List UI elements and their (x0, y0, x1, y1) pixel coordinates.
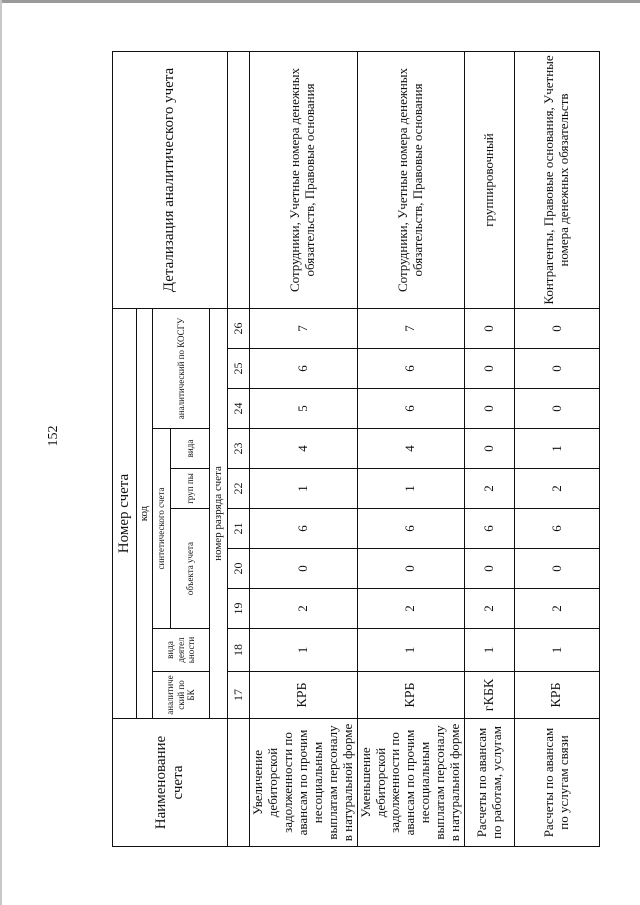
cell-analytical-budget: КРБ (515, 672, 600, 719)
cell-digit-19: 2 (357, 589, 465, 629)
cell-digit-25: 6 (250, 349, 358, 389)
cell-analytical-budget: гКБК (465, 672, 515, 719)
header-detail: Детализация аналитического учета (113, 52, 228, 309)
cell-digit-24: 6 (357, 389, 465, 429)
row-detail: группировочный (465, 52, 515, 309)
header-account-name: Наименование счета (113, 719, 228, 847)
cell-activity-type: 1 (250, 629, 358, 672)
cell-digit-23: 4 (357, 429, 465, 469)
table-row (250, 52, 358, 847)
column-number-blank (228, 52, 250, 309)
row-account-name: Расчеты по авансам по работам, услугам (465, 719, 515, 847)
column-number: 26 (228, 309, 250, 349)
table-row (465, 52, 515, 847)
cell-digit-24: 0 (465, 389, 515, 429)
row-detail: Сотрудники, Учетные номера денежных обязательств, Правовые основания (250, 52, 358, 309)
cell-digit-22: 2 (515, 469, 600, 509)
cell-digit-20: 0 (515, 549, 600, 589)
cell-digit-22: 1 (250, 469, 358, 509)
cell-digit-24: 0 (515, 389, 600, 429)
column-number: 25 (228, 349, 250, 389)
column-number: 17 (228, 672, 250, 719)
header-account-number: Номер счета (113, 309, 137, 719)
table-row (515, 52, 600, 847)
cell-analytical-budget: КРБ (357, 672, 465, 719)
column-numbers-row (228, 52, 250, 847)
cell-digit-20: 0 (465, 549, 515, 589)
column-number: 19 (228, 589, 250, 629)
column-number-blank (228, 719, 250, 847)
cell-digit-25: 0 (515, 349, 600, 389)
header-account-object: объекта учета (171, 509, 210, 629)
header-group: груп пы (171, 469, 210, 509)
rotated-table-container (112, 52, 584, 847)
cell-digit-23: 0 (465, 429, 515, 469)
cell-digit-26: 0 (515, 309, 600, 349)
cell-digit-21: 6 (515, 509, 600, 549)
cell-digit-23: 4 (250, 429, 358, 469)
row-account-name: Уменьшение дебиторской задолженности по авансам по прочим несоциальным выплатам персоналу в натуральной форме (357, 719, 465, 847)
column-number: 18 (228, 629, 250, 672)
row-account-name: Увеличение дебиторской задолженности по авансам по прочим несоциальным выплатам персоналу в натуральной форме (250, 719, 358, 847)
cell-digit-21: 6 (250, 509, 358, 549)
row-detail: Сотрудники, Учетные номера денежных обязательств, Правовые основания (357, 52, 465, 309)
header-analytical-kosgu: аналитический по КОСГУ (153, 309, 210, 429)
cell-digit-19: 2 (250, 589, 358, 629)
cell-digit-19: 2 (465, 589, 515, 629)
header-row-1 (113, 52, 137, 847)
header-synthetic: синтетического счета (153, 429, 171, 629)
page-left-edge (0, 0, 2, 905)
cell-digit-21: 6 (357, 509, 465, 549)
cell-activity-type: 1 (357, 629, 465, 672)
column-number: 23 (228, 429, 250, 469)
header-analytical-budget: аналитиче ский по БК (153, 672, 210, 719)
column-number: 21 (228, 509, 250, 549)
table-row (357, 52, 465, 847)
cell-digit-25: 0 (465, 349, 515, 389)
row-detail: Контрагенты, Правовые основания, Учетные номера денежных обязательств (515, 52, 600, 309)
cell-digit-20: 0 (250, 549, 358, 589)
cell-digit-20: 0 (357, 549, 465, 589)
cell-digit-22: 2 (465, 469, 515, 509)
row-account-name: Расчеты по авансам по услугам связи (515, 719, 600, 847)
page-top-edge (0, 0, 640, 3)
cell-digit-22: 1 (357, 469, 465, 509)
column-number: 22 (228, 469, 250, 509)
cell-digit-26: 7 (250, 309, 358, 349)
cell-digit-26: 7 (357, 309, 465, 349)
cell-activity-type: 1 (515, 629, 600, 672)
header-activity-type: вида деятел ьности (153, 629, 210, 672)
cell-activity-type: 1 (465, 629, 515, 672)
cell-digit-19: 2 (515, 589, 600, 629)
header-kind: вида (171, 429, 210, 469)
page-number: 152 (46, 425, 61, 447)
cell-digit-26: 0 (465, 309, 515, 349)
cell-digit-21: 6 (465, 509, 515, 549)
accounts-table (112, 51, 600, 847)
header-digit-number: номер разряда счета (210, 309, 228, 719)
column-number: 20 (228, 549, 250, 589)
cell-digit-24: 5 (250, 389, 358, 429)
cell-digit-25: 6 (357, 349, 465, 389)
cell-analytical-budget: КРБ (250, 672, 358, 719)
column-number: 24 (228, 389, 250, 429)
header-code: код (137, 309, 153, 719)
cell-digit-23: 1 (515, 429, 600, 469)
